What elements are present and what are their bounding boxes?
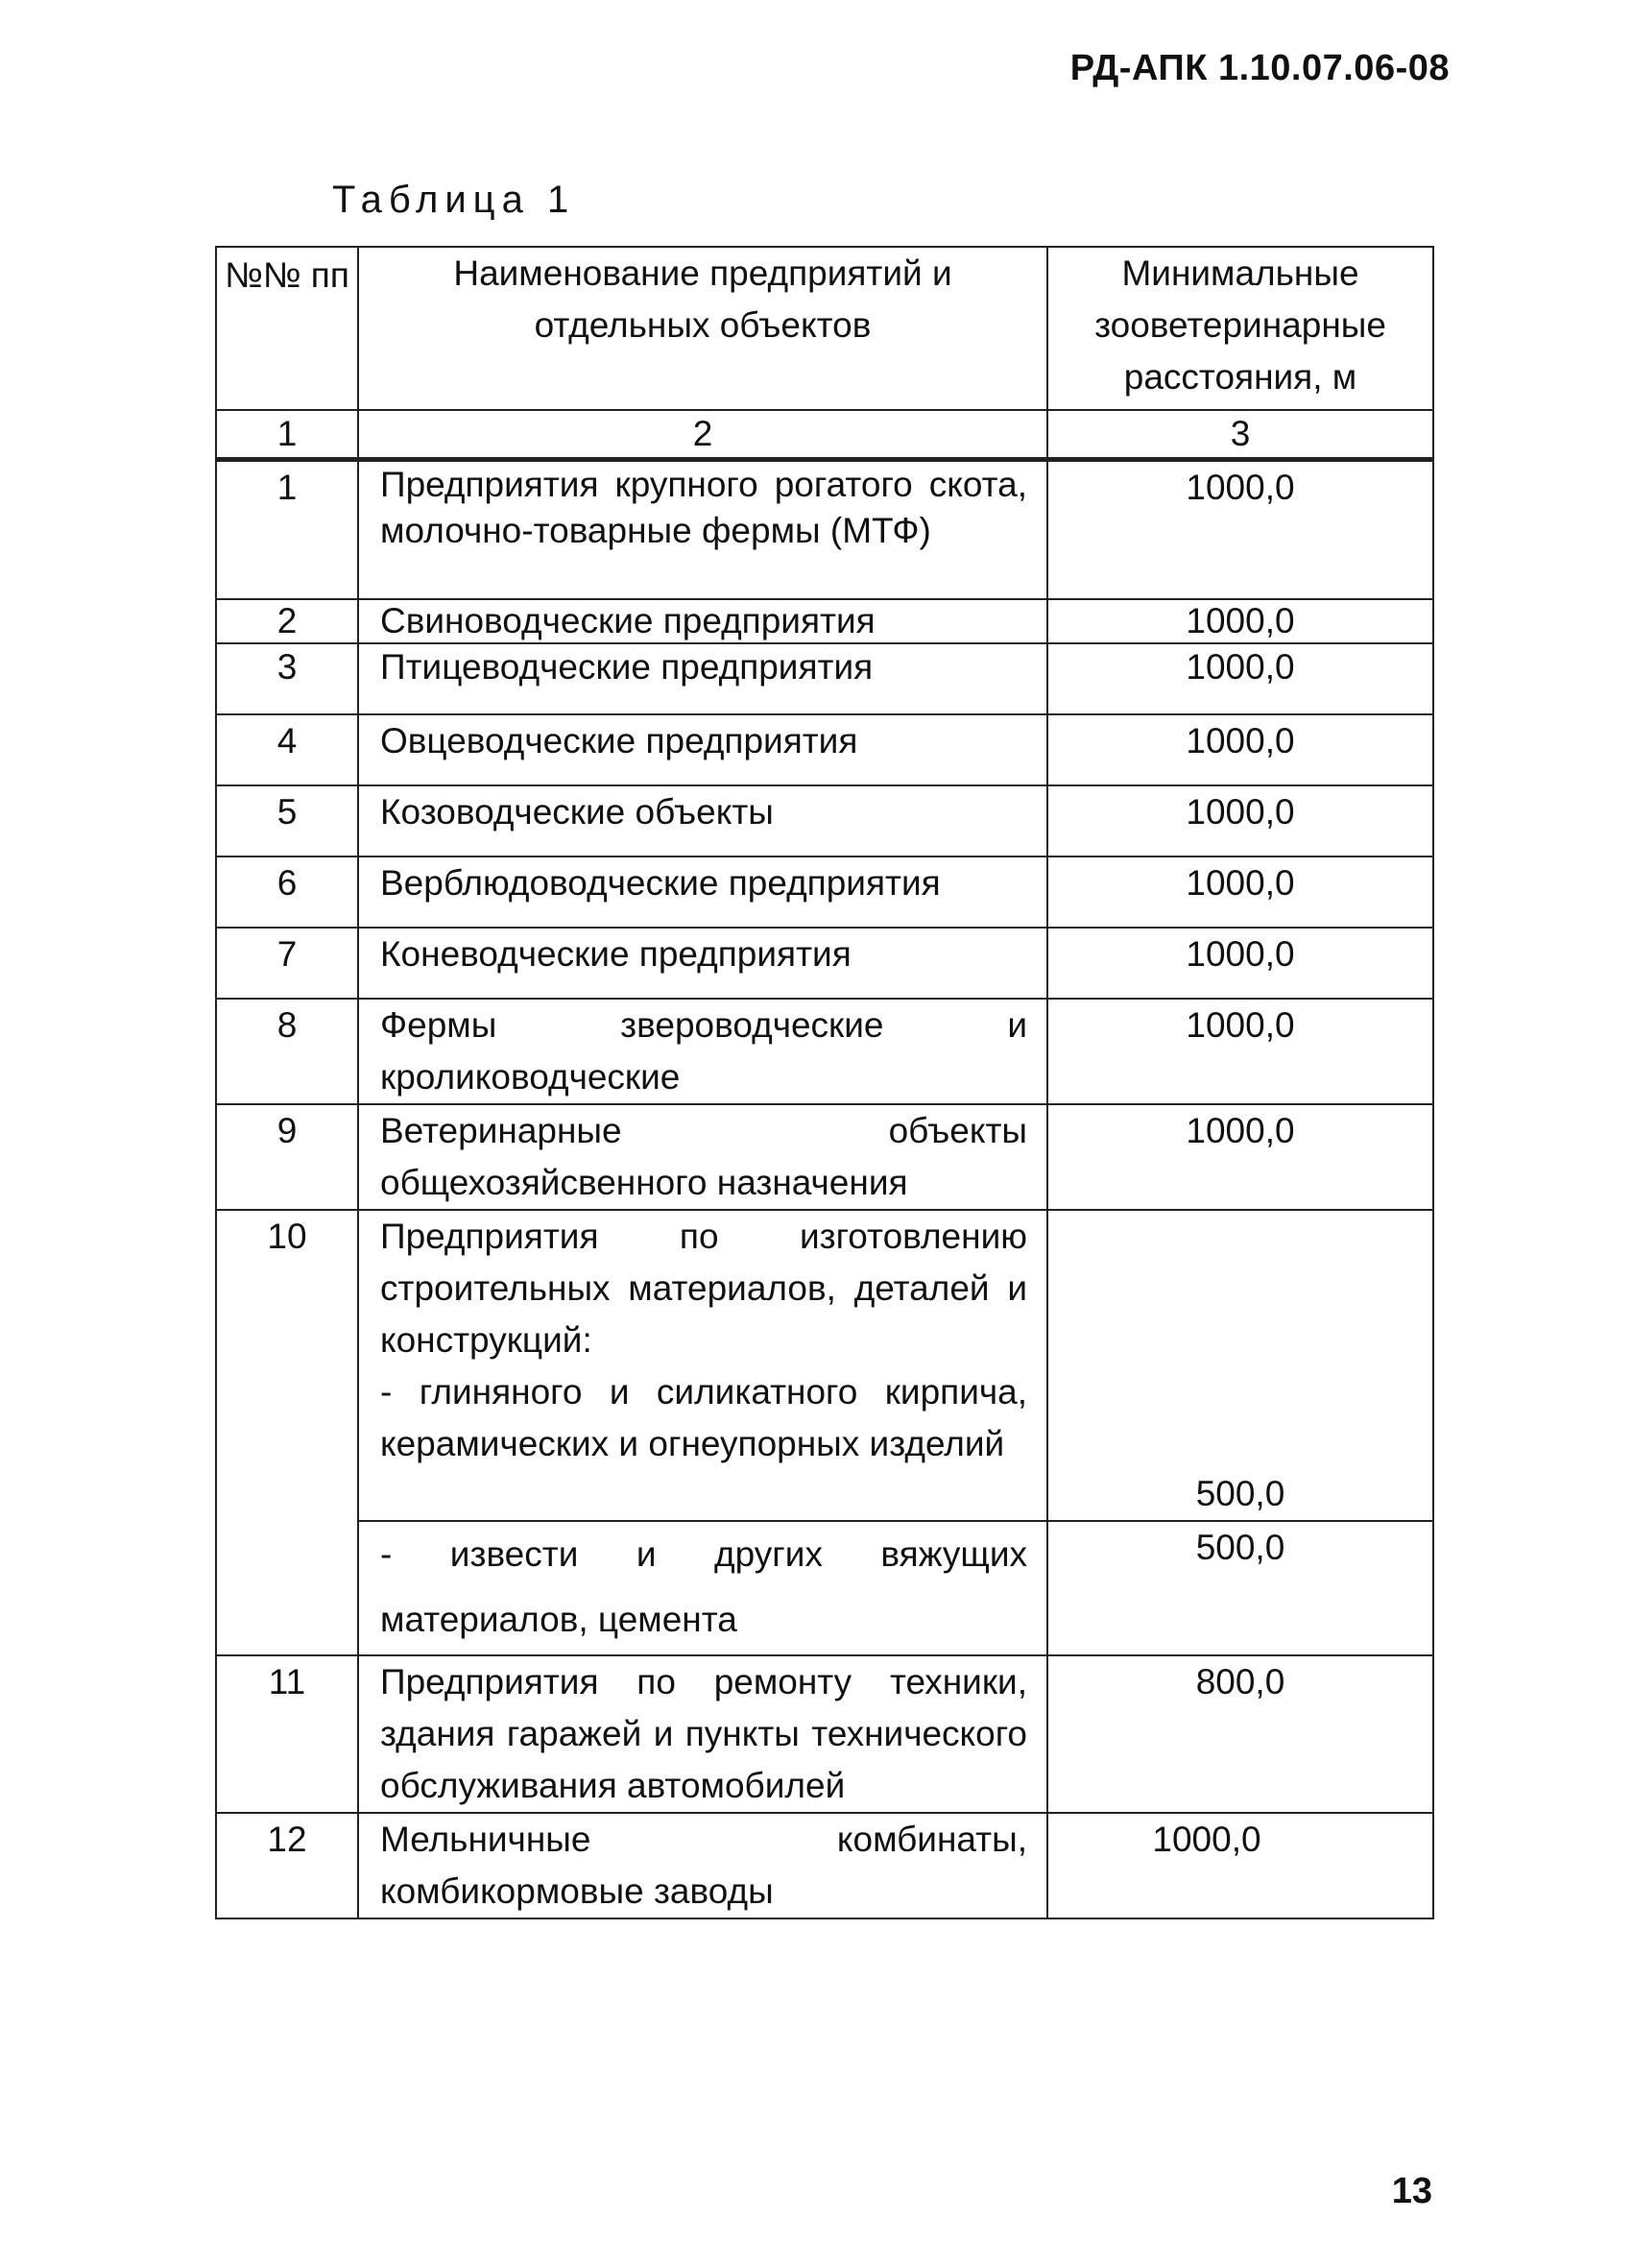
row-num: 7 <box>216 928 358 999</box>
table-row <box>216 714 1433 785</box>
row-name: Предприятия по изготовлению строительных материалов, деталей и конструкций: <box>380 1217 1027 1360</box>
row-value: 1000,0 <box>1047 928 1433 999</box>
row-name: Коневодческие предприятия <box>358 928 1047 999</box>
column-numbers-row <box>216 410 1433 460</box>
header-num: №№ пп <box>216 247 358 410</box>
table-header-row <box>216 247 1433 410</box>
row-num: 9 <box>216 1104 358 1210</box>
row-value: 1000,0 <box>1047 857 1433 928</box>
row-name: Ветеринарные объекты общехозяйсвенного назначения <box>358 1104 1047 1210</box>
row-value: 1000,0 <box>1047 599 1433 643</box>
row-num: 3 <box>216 643 358 714</box>
distances-table <box>215 246 1434 1919</box>
table-row <box>216 599 1433 643</box>
row-name: Птицеводческие предприятия <box>358 643 1047 714</box>
row-name: Предприятия по ремонту техники, здания гаражей и пункты технического обслуживания автомобилей <box>358 1655 1047 1813</box>
row-name: Козоводческие объекты <box>358 785 1047 857</box>
row-name: Верблюдоводческие предприятия <box>358 857 1047 928</box>
row-name: - извести и других вяжущих материалов, цемента <box>358 1521 1047 1655</box>
row-num: 8 <box>216 999 358 1104</box>
table-row <box>216 1521 1433 1655</box>
row-value: 1000,0 <box>1047 999 1433 1104</box>
row-value: 1000,0 <box>1047 460 1433 600</box>
header-value: Минимальные зооветеринарные расстояния, м <box>1047 247 1433 410</box>
table-row <box>216 1813 1433 1918</box>
table-row <box>216 1655 1433 1813</box>
document-code: РД-АПК 1.10.07.06-08 <box>1069 48 1450 88</box>
row-name: Фермы звероводческие и кролиководческие <box>358 999 1047 1104</box>
row-value: 1000,0 <box>1047 714 1433 785</box>
row-num: 5 <box>216 785 358 857</box>
row-value: 800,0 <box>1047 1655 1433 1813</box>
table-row <box>216 1210 1433 1521</box>
header-name: Наименование предприятий и отдельных объектов <box>358 247 1047 410</box>
row-value: 1000,0 <box>1047 1104 1433 1210</box>
table-row <box>216 460 1433 600</box>
row-name-group <box>358 1210 1047 1521</box>
table-row <box>216 785 1433 857</box>
row-value: 500,0 <box>1047 1210 1433 1521</box>
row-subname: - глиняного и силикатного кирпича, керамических и огнеупорных изделий <box>380 1372 1027 1463</box>
row-value: 1000,0 <box>1047 643 1433 714</box>
row-num: 4 <box>216 714 358 785</box>
row-value: 1000,0 <box>1047 785 1433 857</box>
row-name: Овцеводческие предприятия <box>358 714 1047 785</box>
column-number: 1 <box>216 410 358 460</box>
table-row <box>216 857 1433 928</box>
row-num: 2 <box>216 599 358 643</box>
column-number: 2 <box>358 410 1047 460</box>
row-num: 11 <box>216 1655 358 1813</box>
row-name: Мельничные комбинаты, комбикормовые заводы <box>358 1813 1047 1918</box>
row-num: 10 <box>216 1210 358 1655</box>
row-num: 12 <box>216 1813 358 1918</box>
column-number: 3 <box>1047 410 1433 460</box>
table-row <box>216 643 1433 714</box>
row-num: 1 <box>216 460 358 600</box>
row-value: 500,0 <box>1047 1521 1433 1655</box>
table-row <box>216 999 1433 1104</box>
row-name: Предприятия крупного рогатого скота, молочно-товарные фермы (МТФ) <box>358 460 1047 600</box>
row-num: 6 <box>216 857 358 928</box>
row-name: Свиноводческие предприятия <box>358 599 1047 643</box>
table-row <box>216 1104 1433 1210</box>
row-value: 1000,0 <box>1047 1813 1433 1918</box>
table-row <box>216 928 1433 999</box>
page-number: 13 <box>1391 2171 1432 2211</box>
table-caption: Таблица 1 <box>332 179 576 221</box>
